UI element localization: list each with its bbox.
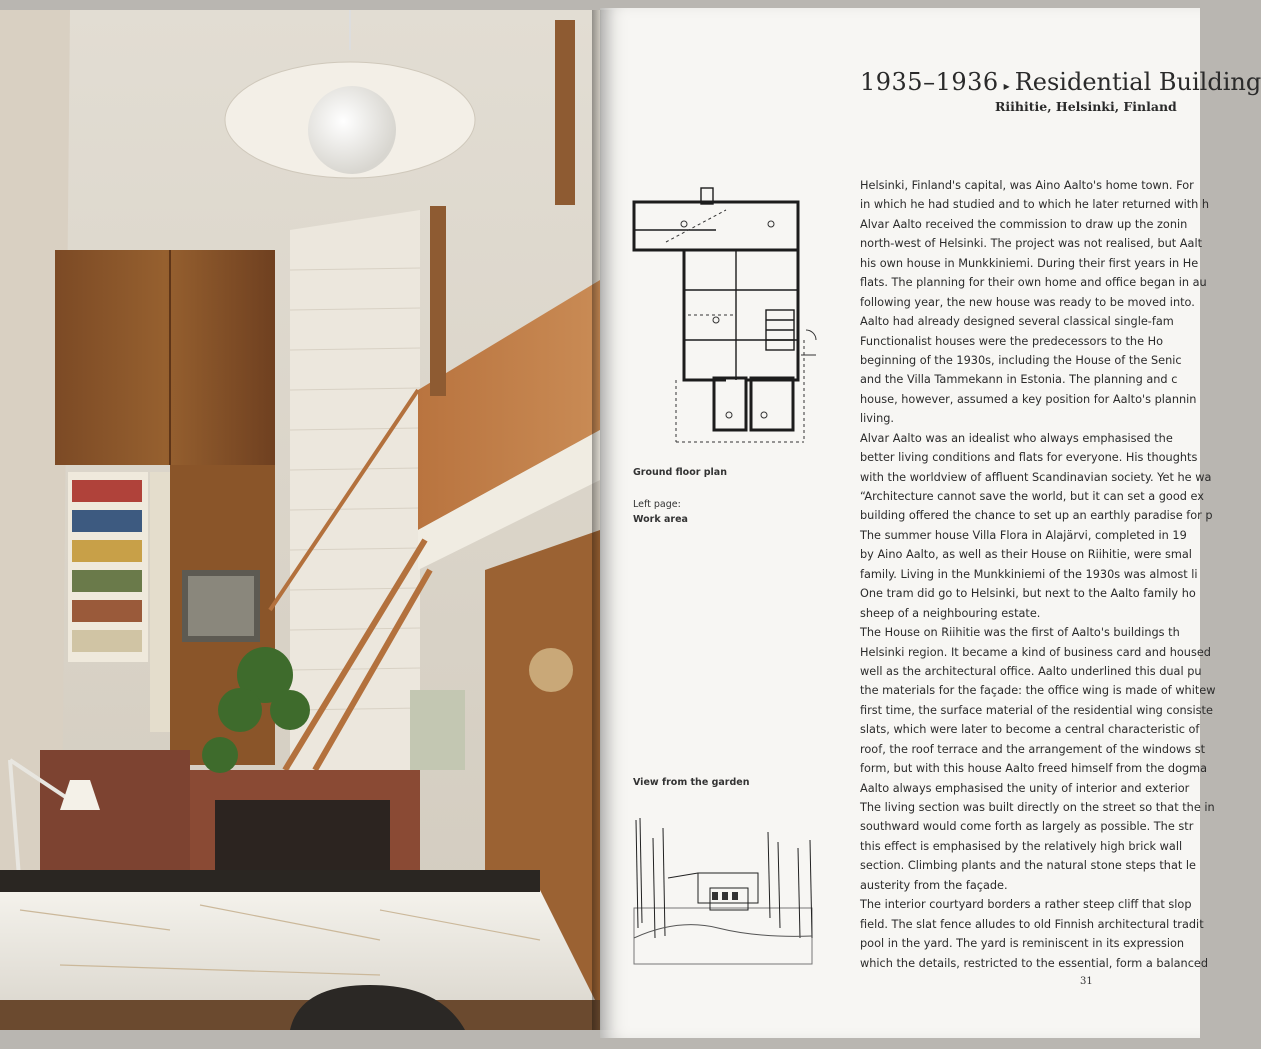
caption-left-page-value: Work area	[633, 514, 688, 525]
body-line: austerity from the façade.	[860, 878, 1008, 892]
body-line: this effect is emphasised by the relatively high brick wall	[860, 839, 1183, 853]
heading-years: 1935–1936	[860, 68, 999, 96]
left-page-photo	[0, 10, 600, 1030]
body-line: better living conditions and flats for everyone. His thoughts	[860, 451, 1198, 465]
interior-photo	[0, 10, 600, 1030]
book-gutter-shadow	[592, 10, 616, 1030]
wood-panel-upper	[55, 250, 275, 465]
page-number: 31	[1080, 976, 1093, 987]
round-wall-ornament	[529, 648, 573, 692]
body-line: Aalto always emphasised the unity of interior and exterior	[860, 781, 1190, 795]
caption-left-page	[633, 497, 688, 527]
body-text	[860, 176, 1220, 973]
body-line: southward would come forth as largely as possible. The str	[860, 820, 1194, 834]
body-line: by Aino Aalto, as well as their House on Riihitie, were smal	[860, 548, 1192, 562]
body-line: Alvar Aalto was an idealist who always emphasised the	[860, 431, 1173, 445]
caption-garden-view: View from the garden	[633, 777, 750, 788]
body-line: Functionalist houses were the predecessors to the Ho	[860, 334, 1164, 348]
heading-subtitle: Riihitie, Helsinki, Finland	[995, 99, 1177, 114]
body-line: field. The slat fence alludes to old Finnish architectural tradit	[860, 917, 1204, 931]
body-line: Alvar Aalto received the commission to draw up the zonin	[860, 217, 1188, 231]
body-line: The interior courtyard borders a rather steep cliff that slop	[860, 898, 1192, 912]
body-line: and the Villa Tammekann in Estonia. The planning and c	[860, 373, 1178, 387]
right-page	[600, 8, 1261, 1038]
white-brick-column	[290, 210, 420, 770]
lattice-screen	[150, 472, 170, 732]
body-line: house, however, assumed a key position for Aalto's plannin	[860, 392, 1197, 406]
body-line: the materials for the façade: the office wing is made of whitew	[860, 684, 1216, 698]
body-line: The living section was built directly on the street so that the in	[860, 801, 1215, 814]
body-line: building offered the chance to set up an earthly paradise for p	[860, 509, 1213, 523]
body-line: his own house in Munkkiniemi. During their first years in He	[860, 256, 1199, 270]
section-heading	[860, 68, 1261, 96]
body-line: with the worldview of affluent Scandinavian society. Yet he wa	[860, 470, 1212, 484]
caption-left-page-label: Left page:	[633, 499, 681, 510]
drafting-table	[0, 890, 600, 1010]
body-line: following year, the new house was ready to be moved into.	[860, 295, 1195, 309]
body-line: well as the architectural office. Aalto underlined this dual pu	[860, 664, 1202, 678]
ground-floor-plan-drawing	[626, 180, 836, 450]
caption-floor-plan: Ground floor plan	[633, 467, 727, 478]
body-line: Aalto had already designed several classical single-fam	[860, 315, 1174, 329]
body-line: north-west of Helsinki. The project was not realised, but Aalt	[860, 237, 1203, 251]
body-line: section. Climbing plants and the natural stone steps that le	[860, 859, 1196, 873]
heading-title: Residential Building	[1014, 68, 1261, 96]
window-garden	[410, 690, 465, 770]
body-line: “Architecture cannot save the world, but it can set a good ex	[860, 490, 1204, 503]
body-line: first time, the surface material of the residential wing consiste	[860, 703, 1213, 717]
body-line: form, but with this house Aalto freed himself from the dogma	[860, 762, 1208, 776]
body-line: The House on Riihitie was the first of Aalto's buildings th	[860, 626, 1180, 640]
body-line: roof, the roof terrace and the arrangement of the windows st	[860, 742, 1206, 756]
body-line: beginning of the 1930s, including the House of the Senic	[860, 353, 1182, 367]
body-line: living.	[860, 412, 895, 426]
body-line: Helsinki, Finland's capital, was Aino Aalto's home town. For	[860, 179, 1194, 192]
garden-view-drawing	[628, 818, 818, 968]
body-line: family. Living in the Munkkiniemi of the 1930s was almost li	[860, 567, 1198, 581]
body-line: The summer house Villa Flora in Alajärvi, completed in 19	[860, 528, 1187, 542]
body-line: pool in the yard. The yard is reminiscent in its expression	[860, 937, 1185, 951]
heading-arrow-icon: ▸	[1003, 78, 1010, 93]
body-line: sheep of a neighbouring estate.	[860, 606, 1041, 620]
body-line: in which he had studied and to which he later returned with h	[860, 198, 1210, 212]
body-line: slats, which were later to become a central characteristic of	[860, 723, 1200, 737]
body-line: One tram did go to Helsinki, but next to the Aalto family ho	[860, 587, 1196, 601]
body-line: Helsinki region. It became a kind of business card and housed	[860, 645, 1211, 659]
body-line: which the details, restricted to the essential, form a balanced	[860, 956, 1209, 970]
pendant-lamp-globe	[308, 86, 396, 174]
body-line: flats. The planning for their own home and office began in au	[860, 276, 1207, 290]
